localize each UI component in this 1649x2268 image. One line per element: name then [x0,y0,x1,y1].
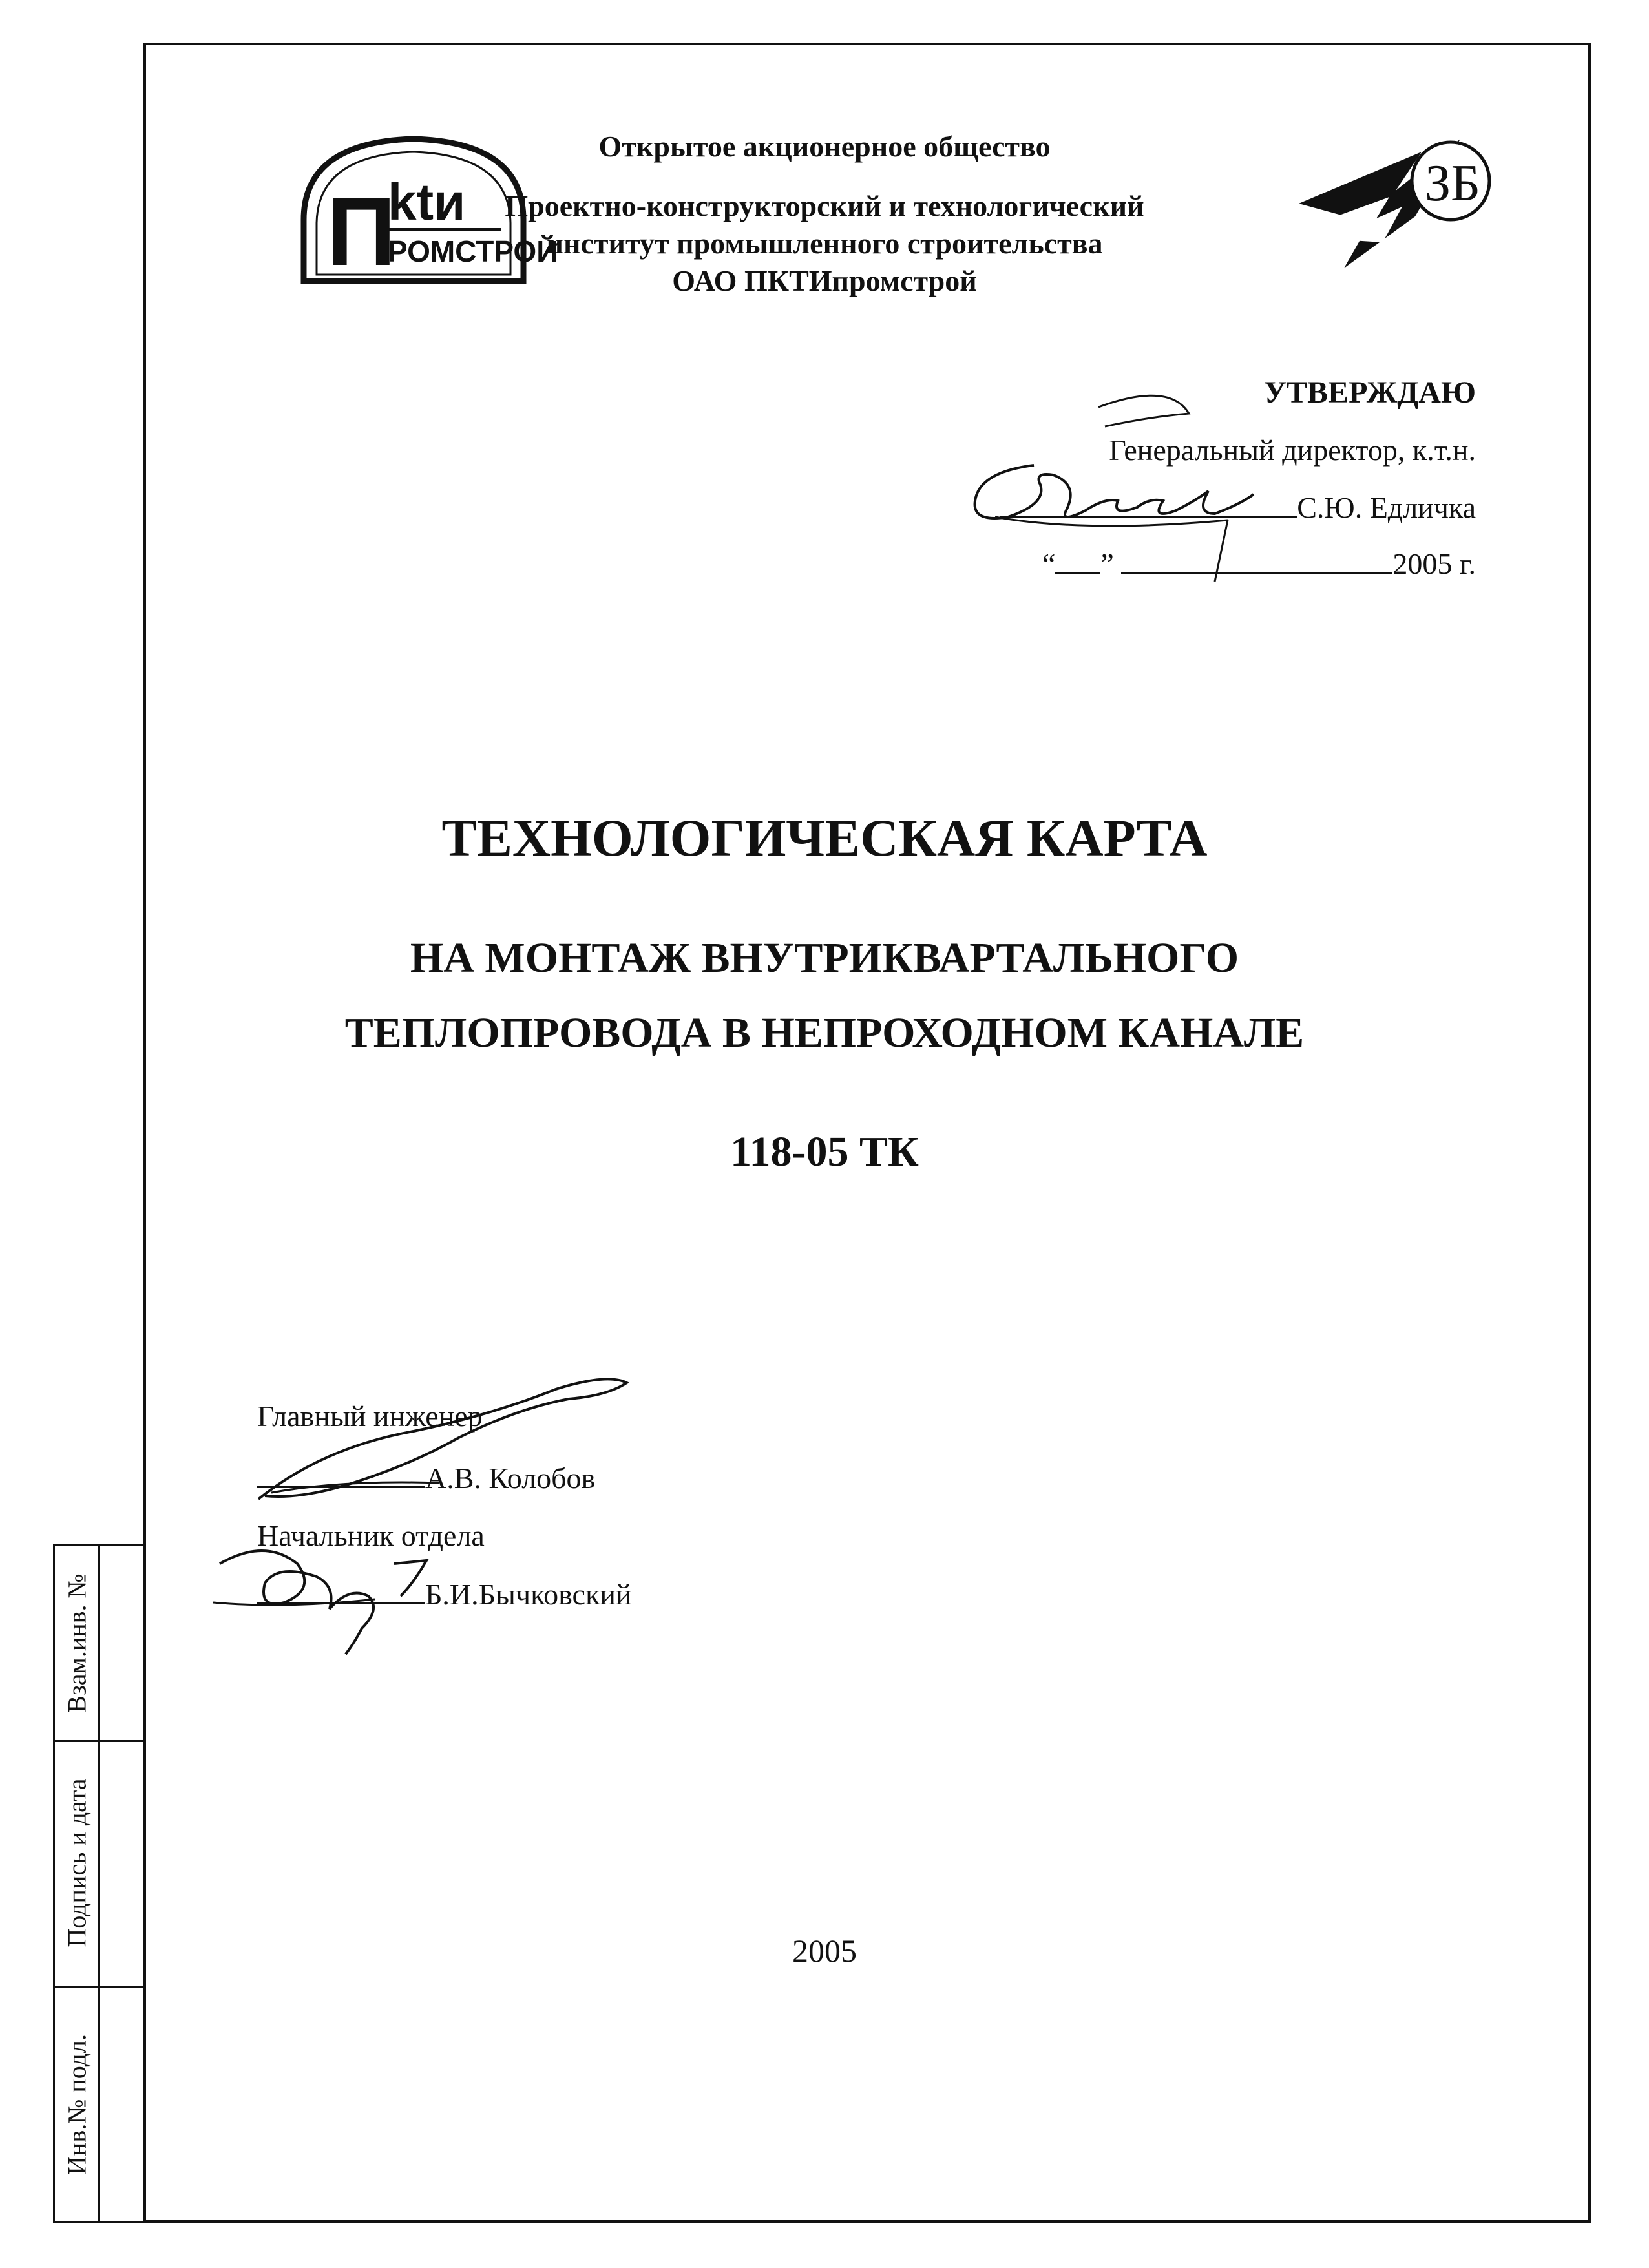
chief-engineer-name: А.В. Колобов [425,1462,596,1495]
org-name-line2: институт промышленного строительства [546,227,1103,260]
document-year: 2005 [792,1933,857,1969]
stamp-replacement-inv-label: Взам.инв. № [62,1573,91,1713]
chief-engineer-signature [246,1370,646,1512]
stamp-cell-replacement-inv [55,1546,100,1740]
approval-heading: УТВЕРЖДАЮ [1263,375,1476,410]
document-subtitle-line1: НА МОНТАЖ ВНУТРИКВАРТАЛЬНОГО [410,934,1239,982]
stamp-signature-date-label: Подпись и дата [62,1778,91,1948]
approval-position: Генеральный директор, к.т.н. [1109,434,1476,467]
logo-caption: РОМСТРОЙ [388,235,558,268]
document-title: ТЕХНОЛОГИЧЕСКАЯ КАРТА [441,808,1208,867]
chief-engineer-position: Главный инженер [257,1400,483,1433]
stamp-original-inv-label: Инв.№ подл. [62,2033,91,2175]
logo-letters: ktи [388,173,466,231]
org-name-line1: Проектно-конструкторский и технологический [505,189,1144,222]
approval-year: 2005 [1392,547,1453,580]
side-stamp [53,1544,143,2223]
document-code: 118-05 ТК [730,1128,919,1175]
date-quote-open: “ [1042,547,1056,580]
stamp-cell-original-inv [55,1986,100,2223]
approval-name: С.Ю. Едличка [1297,491,1476,524]
org-short-name: ОАО ПКТИпромстрой [672,264,977,297]
department-head-signature [207,1525,478,1654]
department-head-name: Б.И.Бычковский [425,1578,632,1611]
date-quote-close: ” [1100,547,1114,580]
department-head-position: Начальник отдела [257,1519,485,1552]
document-subtitle [0,921,1649,1071]
org-name-block [0,187,1649,300]
approval-year-suffix: г. [1459,547,1476,580]
logo-monogram: ЗБ [1425,155,1481,212]
logo-big-letter: П [326,177,396,286]
director-signature [956,388,1292,594]
document-subtitle-line2: ТЕПЛОПРОВОДА В НЕПРОХОДНОМ КАНАЛЕ [344,1009,1305,1056]
org-type: Открытое акционерное общество [598,130,1051,163]
